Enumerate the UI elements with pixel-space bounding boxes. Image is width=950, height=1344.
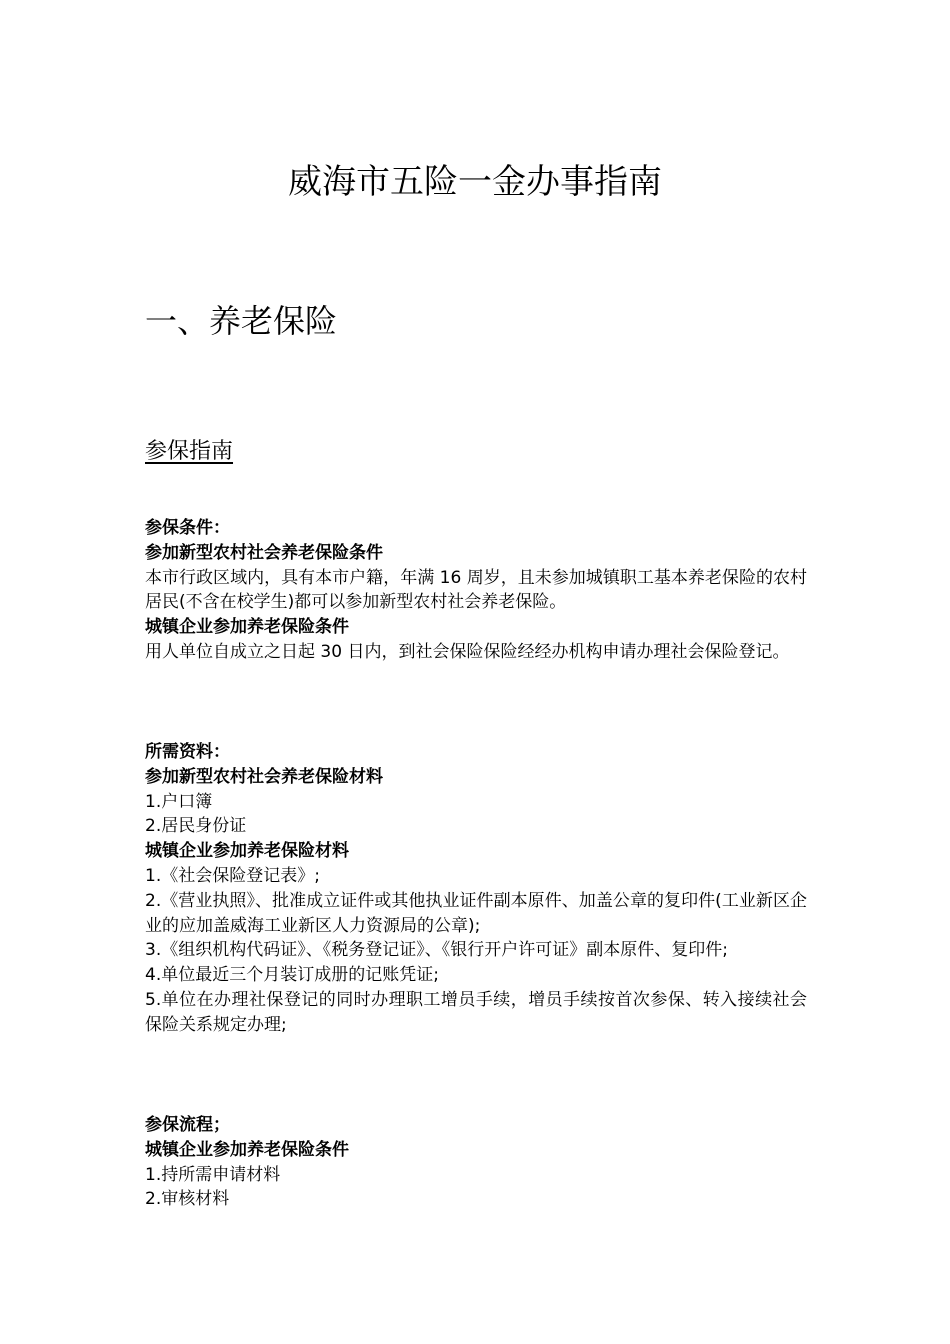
list-item: 2.居民身份证	[145, 816, 247, 837]
rural-materials-heading: 参加新型农村社会养老保险材料	[145, 766, 383, 787]
list-item: 4.单位最近三个月装订成册的记账凭证;	[145, 965, 439, 986]
list-item: 5.单位在办理社保登记的同时办理职工增员手续，增员手续按首次参保、转入接续社会保险关系规定办理;	[145, 989, 807, 1035]
list-item: 2.审核材料	[145, 1189, 230, 1210]
list-item: 3.《组织机构代码证》、《税务登记证》、《银行开户许可证》副本原件、复印件;	[145, 940, 728, 961]
process-label: 参保流程；	[145, 1115, 230, 1135]
list-item: 1.《社会保险登记表》;	[145, 865, 320, 886]
conditions-label: 参保条件：	[145, 518, 230, 538]
rural-conditions-heading: 参加新型农村社会养老保险条件	[145, 542, 383, 563]
list-item: 1.持所需申请材料	[145, 1164, 281, 1185]
list-item: 2.《营业执照》、批准成立证件或其他执业证件副本原件、加盖公章的复印件(工业新区企业的应加盖威海工业新区人力资源局的公章);	[145, 890, 807, 936]
urban-process-heading: 城镇企业参加养老保险条件	[145, 1139, 349, 1160]
urban-conditions-heading: 城镇企业参加养老保险条件	[145, 617, 349, 638]
section-heading-pension: 一、养老保险	[145, 302, 338, 340]
materials-section	[145, 740, 807, 1038]
list-item: 1.户口簿	[145, 791, 213, 812]
subheading-enrollment-guide: 参保指南	[145, 439, 234, 464]
rural-conditions-text: 本市行政区域内，具有本市户籍，年满 16 周岁，且未参加城镇职工基本养老保险的农村居民(不含在校学生)都可以参加新型农村社会养老保险。	[145, 567, 807, 613]
urban-materials-heading: 城镇企业参加养老保险材料	[145, 841, 349, 862]
process-section	[145, 1113, 807, 1212]
conditions-section	[145, 516, 807, 665]
materials-label: 所需资料：	[145, 742, 230, 762]
urban-conditions-text: 用人单位自成立之日起 30 日内，到社会保险保险经经办机构申请办理社会保险登记。	[145, 641, 790, 662]
document-title: 威海市五险一金办事指南	[288, 162, 662, 202]
